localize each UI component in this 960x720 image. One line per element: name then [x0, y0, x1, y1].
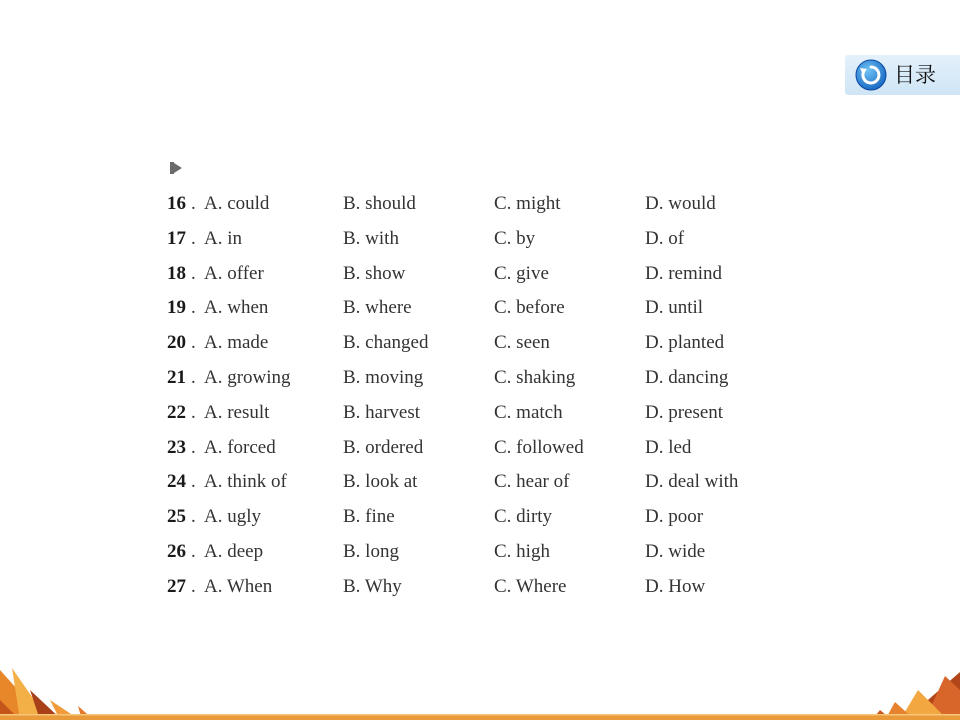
question-row-16: 16 . A. could B. should C. might D. would [167, 188, 787, 223]
question-number: 25 [167, 506, 186, 528]
option-b: B. look at [343, 471, 418, 493]
question-row-23: 23 . A. forced B. ordered C. followed D. led [167, 432, 787, 467]
option-b: B. fine [343, 506, 395, 528]
option-b: B. moving [343, 366, 424, 388]
option-b: B. with [343, 227, 399, 249]
question-row-27: 27 . A. When B. Why C. Where D. How [167, 571, 787, 606]
question-number: 18 [167, 262, 186, 284]
option-c: C. followed [494, 436, 584, 458]
option-c: C. match [494, 401, 563, 423]
option-d: D. until [645, 297, 704, 319]
toc-label: 目录 [894, 63, 936, 87]
option-a: A. deep [204, 540, 264, 562]
question-row-22: 22 . A. result B. harvest C. match D. present [167, 397, 787, 432]
option-d: D. How [645, 575, 706, 597]
question-number: 23 [167, 436, 186, 458]
option-d: D. present [645, 401, 724, 423]
question-row-18: 18 . A. offer B. show C. give D. remind [167, 258, 787, 293]
option-c: C. hear of [494, 471, 570, 493]
question-number: 26 [167, 540, 186, 562]
option-d: D. planted [645, 332, 725, 354]
option-a: A. ugly [204, 506, 261, 528]
option-b: B. show [343, 262, 406, 284]
option-d: D. remind [645, 262, 723, 284]
question-row-25: 25 . A. ugly B. fine C. dirty D. poor [167, 501, 787, 536]
option-a: A. made [204, 332, 269, 354]
option-d: D. poor [645, 506, 704, 528]
option-c: C. before [494, 297, 565, 319]
question-number: 27 [167, 575, 186, 597]
option-d: D. wide [645, 540, 706, 562]
option-b: B. ordered [343, 436, 424, 458]
option-c: C. by [494, 227, 536, 249]
question-row-19: 19 . A. when B. where C. before D. until [167, 292, 787, 327]
option-a: A. could [204, 193, 270, 214]
question-row-17: 17 . A. in B. with C. by D. of [167, 223, 787, 258]
option-a: A. offer [204, 262, 264, 284]
option-a: A. think of [204, 471, 287, 493]
question-row-24: 24 . A. think of B. look at C. hear of D. deal with [167, 466, 787, 501]
option-c: C. give [494, 262, 549, 284]
option-d: D. dancing [645, 366, 729, 388]
option-a: A. growing [204, 366, 291, 388]
question-number: 24 [167, 471, 186, 493]
option-b: B. changed [343, 332, 429, 354]
question-number: 20 [167, 332, 186, 354]
question-number: 22 [167, 401, 186, 423]
option-d: D. deal with [645, 471, 739, 493]
option-d: D. of [645, 227, 685, 249]
question-number: 21 [167, 366, 186, 388]
option-b: B. harvest [343, 401, 421, 423]
option-d: D. would [645, 193, 716, 214]
option-a: A. When [204, 575, 273, 597]
option-c: C. seen [494, 332, 550, 354]
option-b: B. Why [343, 575, 402, 597]
option-b: B. long [343, 540, 399, 562]
question-number: 19 [167, 297, 186, 319]
option-c: C. dirty [494, 506, 553, 528]
option-b: B. should [343, 193, 416, 214]
option-a: A. when [204, 297, 269, 319]
option-c: C. might [494, 193, 561, 214]
option-a: A. in [204, 227, 242, 249]
question-row-26: 26 . A. deep B. long C. high D. wide [167, 536, 787, 571]
question-row-20: 20 . A. made B. changed C. seen D. planted [167, 327, 787, 362]
option-a: A. result [204, 401, 270, 423]
question-row-21: 21 . A. growing B. moving C. shaking D. dancing [167, 362, 787, 397]
option-b: B. where [343, 297, 412, 319]
option-c: C. high [494, 540, 550, 562]
option-a: A. forced [204, 436, 276, 458]
option-c: C. shaking [494, 366, 576, 388]
question-number: 16 [167, 193, 186, 214]
option-c: C. Where [494, 575, 567, 597]
option-d: D. led [645, 436, 692, 458]
question-number: 17 [167, 227, 186, 249]
